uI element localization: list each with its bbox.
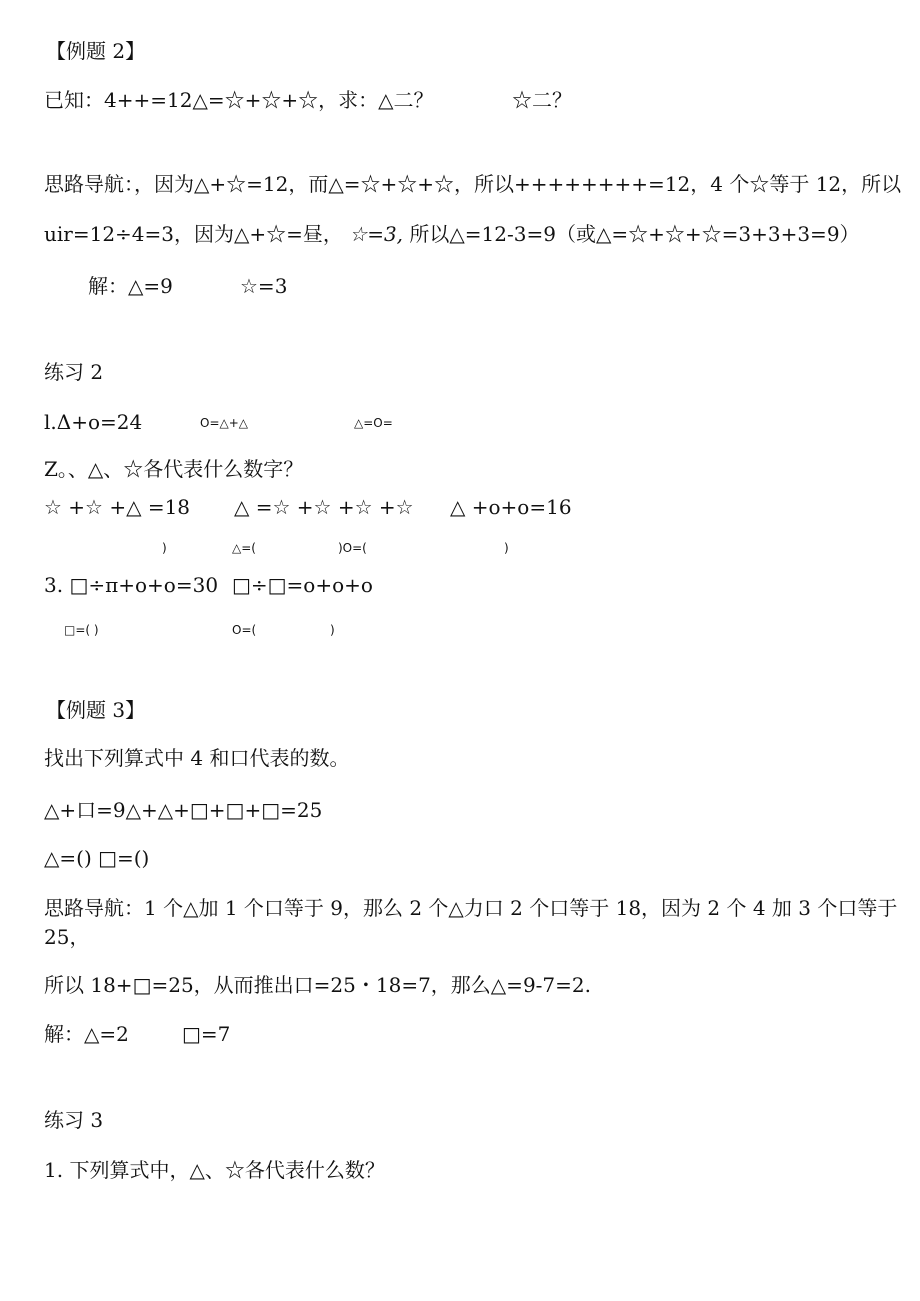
example3-task: 找出下列算式中 4 和口代表的数。 <box>44 746 350 770</box>
example3-blanks: △=() □=() <box>44 846 150 870</box>
example3-heading: 【例题 3】 <box>46 698 146 722</box>
example2-heading: 【例题 2】 <box>46 39 146 63</box>
example2-hint-line2-c: 所以△=12-3=9（或△=☆+☆+☆=3+3+3=9） <box>409 222 860 246</box>
example2-solution-a: 解：△=9 <box>88 274 173 298</box>
practice2-q3-equation-a: 3. □÷π+o+o=30 <box>44 573 219 597</box>
practice2-q2-answer-a: ) <box>162 541 167 555</box>
example3-solution-a: 解：△=2 <box>44 1022 129 1046</box>
practice3-heading: 练习 3 <box>44 1108 104 1132</box>
example2-hint-line1: 思路导航：，因为△+☆=12，而△=☆+☆+☆，所以++++++++=12，4 个☆等于 12，所以 <box>44 172 902 196</box>
practice2-q2-text: Z。、△、☆各代表什么数字？ <box>44 457 304 481</box>
example3-equation: △+口=9△+△+□+□+□=25 <box>44 798 323 822</box>
example2-given: 已知：4++=12△=☆+☆+☆，求：△二？ <box>44 88 434 112</box>
practice2-q2-equation-b: △ =☆ +☆ +☆ +☆ <box>234 495 414 519</box>
practice2-q3-equation-b: □÷□=o+o+o <box>232 573 373 597</box>
example3-hint-line3: 所以 18+□=25，从而推出口=25・18=7，那么△=9-7=2. <box>44 973 591 997</box>
practice2-q2-equation-a: ☆ +☆ +△ =18 <box>44 495 191 519</box>
practice2-q1-small-a: O=△+△ <box>200 416 249 430</box>
example3-solution-b: □=7 <box>182 1022 231 1046</box>
example2-solution-b: ☆=3 <box>240 274 288 298</box>
example2-hint-line2-a: uir=12÷4=3，因为△+☆=昼， <box>44 222 343 246</box>
practice2-q3-answer-c: ) <box>330 623 335 637</box>
practice2-q2-answer-b: △=( <box>232 541 256 555</box>
practice2-q2-answer-d: ) <box>504 541 509 555</box>
practice2-heading: 练习 2 <box>44 360 104 384</box>
practice2-q2-answer-c: )O=( <box>338 541 367 555</box>
practice3-q1-text: 1. 下列算式中，△、☆各代表什么数？ <box>44 1158 385 1182</box>
example2-hint-line2 <box>44 221 860 247</box>
example2-hint-line2-b: ☆=3, <box>349 222 404 246</box>
example3-hint-line2: 25， <box>44 925 90 949</box>
example2-ask-star: ☆二？ <box>512 88 572 112</box>
practice2-q1-equation: l.Δ+o=24 <box>44 410 143 434</box>
practice2-q1-small-b: △=O= <box>354 416 393 430</box>
practice2-q2-equation-c: △ +o+o=16 <box>450 495 572 519</box>
practice2-q3-answer-b: O=( <box>232 623 257 637</box>
practice2-q3-answer-a: □=( ) <box>64 623 99 637</box>
example3-hint-line1: 思路导航：1 个△加 1 个口等于 9，那么 2 个△力口 2 个口等于 18，因为 2 个 4 加 3 个口等于 <box>44 896 898 920</box>
